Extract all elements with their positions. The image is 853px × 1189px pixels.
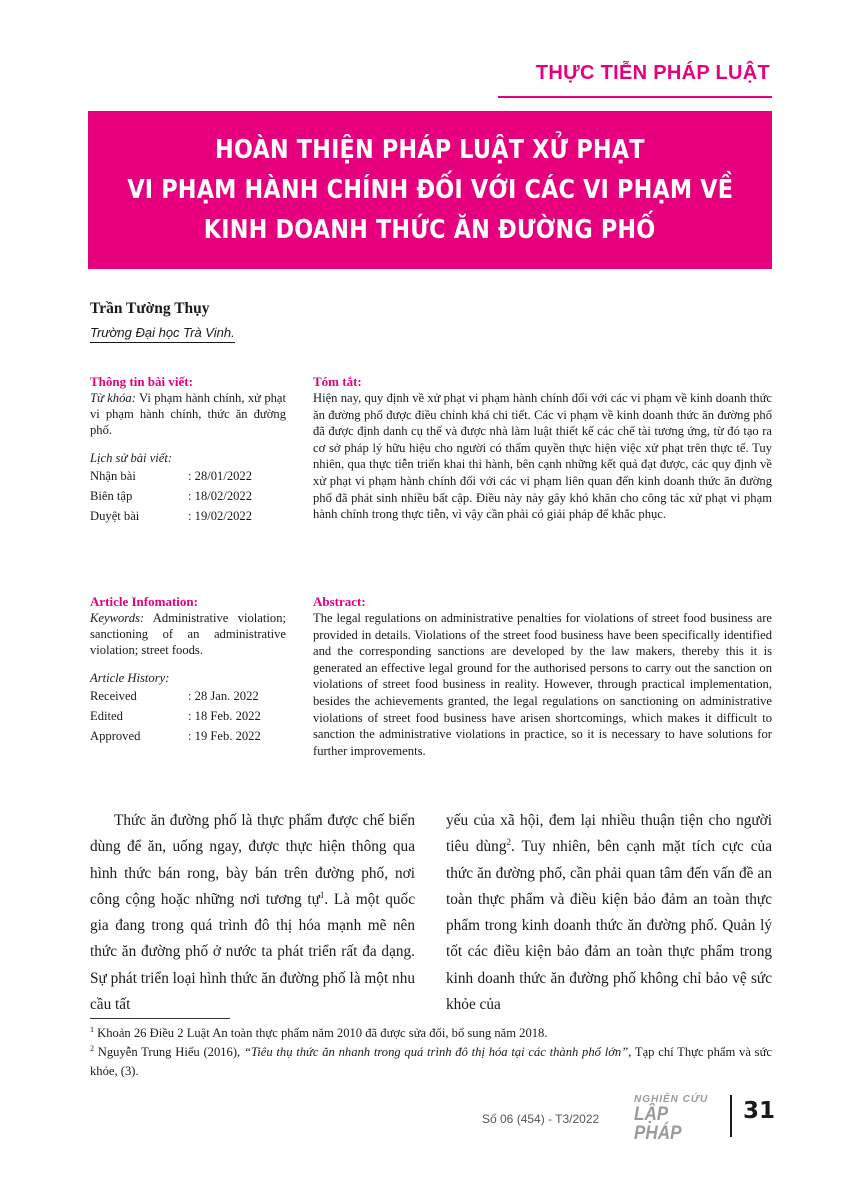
history-en-row bbox=[90, 706, 286, 726]
history-vi-item-label: Duyệt bài bbox=[90, 509, 140, 523]
keywords-en bbox=[90, 610, 286, 658]
history-vi-row bbox=[90, 506, 286, 526]
body-text: . Là một quốc gia đang trong quá trình đô thị hóa mạnh mẽ nên thức ăn đường phố ở nước ta phát triển rất đa dạng. Sự phát triển loại hình thức ăn đường phố là một nhu cầu tất bbox=[90, 890, 415, 1014]
history-en-label: Article History: bbox=[90, 671, 170, 685]
body-column-2 bbox=[446, 808, 772, 1018]
footnote-rule bbox=[90, 1018, 230, 1019]
abstract-vi-heading: Tóm tắt: bbox=[313, 374, 362, 389]
journal-logo bbox=[634, 1095, 724, 1143]
footnote-2 bbox=[90, 1043, 772, 1081]
title-banner bbox=[88, 111, 772, 269]
keywords-en-label: Keywords: bbox=[90, 611, 145, 625]
section-rule bbox=[498, 96, 772, 98]
page-number-separator bbox=[730, 1095, 732, 1137]
keywords-vi bbox=[90, 390, 286, 438]
history-vi-row bbox=[90, 486, 286, 506]
footnote-text: , Tạp chí Thực phẩm và sức khỏe, (3). bbox=[90, 1045, 772, 1078]
footnote-cited-title: “Tiêu thụ thức ăn nhanh trong quá trình đô thị hóa tại các thành phố lớn” bbox=[243, 1045, 629, 1059]
title-line-1: HOÀN THIỆN PHÁP LUẬT XỬ PHẠT bbox=[215, 135, 645, 165]
title-line-2: VI PHẠM HÀNH CHÍNH ĐỐI VỚI CÁC VI PHẠM VỀ bbox=[127, 175, 733, 205]
history-vi-item-label: Biên tập bbox=[90, 489, 133, 503]
body-column-1 bbox=[90, 808, 415, 1018]
keywords-vi-text: Vi phạm hành chính, xử phạt vi phạm hành chính, thức ăn đường phố. bbox=[90, 391, 286, 437]
journal-logo-line-1: NGHIÊN CỨU bbox=[634, 1094, 709, 1105]
footnote-ref-2[interactable]: 2 bbox=[506, 837, 511, 848]
article-info-vi bbox=[90, 373, 286, 526]
history-vi-item-date: : 28/01/2022 bbox=[188, 469, 253, 483]
abstract-vi-text: Hiện nay, quy định về xử phạt vi phạm hành chính đối với các vi phạm về kinh doanh thức ăn đường phố được điều chỉnh khá chi tiết. Các vi phạm về kinh doanh thức ăn đường phố đã được định danh cụ thể và được nhà làm luật thiết kế các chế tài tương ứng, từ đó tạo ra cơ sở pháp lý hữu hiệu cho người có thẩm quyền thực hiện việc xử phạt trên thực tế. Tuy nhiên, qua thực tiễn triển khai thi hành, bên cạnh những kết quả đạt được, các quy định về xử phạt vi phạm hành chính đối với các vi phạm liên quan đến kinh doanh thức ăn đường phố đã phát sinh nhiều bất cập. Điều này này gây khó khăn cho công tác xử phạt vi phạm hành chính trong thực tiễn, vì vậy cần phải có giải pháp để khắc phục. bbox=[313, 391, 772, 522]
title-line-3: KINH DOANH THỨC ĂN ĐƯỜNG PHỐ bbox=[204, 215, 656, 245]
history-vi-item-date: : 19/02/2022 bbox=[188, 509, 253, 523]
history-vi-label: Lịch sử bài viết: bbox=[90, 451, 173, 465]
issue-info: Số 06 (454) - T3/2022 bbox=[482, 1112, 600, 1126]
footnote-number: 2 bbox=[90, 1043, 94, 1053]
section-label: THỰC TIỄN PHÁP LUẬT bbox=[535, 62, 770, 84]
history-vi-item-label: Nhận bài bbox=[90, 469, 136, 483]
history-en-item-label: Edited bbox=[90, 709, 123, 723]
abstract-en-text: The legal regulations on administrative penalties for violations of street food business are provided in details. Violations of the street food business have been specifically identified and the corresponding sanctions are developed by the law makers, thereby this it is generated an effective legal ground for the authorised persons to carry out the sanction on violations of street food business in reality. However, through practical implementation, besides the achievements granted, the legal regulations on sanctioning on administrative violations of street food business have arisen shortcomings, which makes it difficult to sanction the administrative violations in practice, so it is necessary to have solutions for further improvements. bbox=[313, 611, 772, 758]
article-info-en bbox=[90, 593, 286, 746]
author-name: Trần Tường Thụy bbox=[90, 300, 210, 317]
abstract-en bbox=[313, 593, 772, 759]
footnotes bbox=[90, 1024, 772, 1081]
footnote-1 bbox=[90, 1024, 772, 1043]
abstract-vi bbox=[313, 373, 772, 523]
history-en-row bbox=[90, 686, 286, 706]
keywords-en-text: Administrative violation; sanctioning of an administrative violation; street foods. bbox=[90, 611, 286, 657]
history-en-row bbox=[90, 726, 286, 746]
history-vi-row bbox=[90, 466, 286, 486]
history-en-item-date: : 18 Feb. 2022 bbox=[188, 709, 261, 723]
body-text: yếu của xã hội, đem lại nhiều thuận tiện cho người tiêu dùng bbox=[446, 812, 772, 856]
history-vi-item-date: : 18/02/2022 bbox=[188, 489, 253, 503]
page-number: 31 bbox=[743, 1098, 776, 1124]
footnote-text: Nguyễn Trung Hiếu (2016), bbox=[94, 1045, 244, 1059]
keywords-vi-label: Từ khóa: bbox=[90, 391, 136, 405]
body-text: Thức ăn đường phố là thực phẩm được chế biến dùng để ăn, uống ngay, được thực hiện thông qua hình thức bán rong, bày bán trên đường phố, nơi công cộng hoặc những nơi tương tự bbox=[90, 812, 415, 908]
history-en-item-date: : 19 Feb. 2022 bbox=[188, 729, 261, 743]
footnote-ref-1[interactable]: 1 bbox=[319, 889, 325, 900]
history-en-item-label: Approved bbox=[90, 729, 141, 743]
history-en-item-date: : 28 Jan. 2022 bbox=[188, 689, 259, 703]
abstract-en-heading: Abstract: bbox=[313, 594, 366, 609]
journal-logo-line-2: LẬP PHÁP bbox=[634, 1104, 682, 1144]
body-text: . Tuy nhiên, bên cạnh mặt tích cực của thức ăn đường phố, cần phải quan tâm đến vấn đề an toàn thực phẩm và điều kiện bảo đảm an toàn thực phẩm trong kinh doanh thức ăn đường phố. Quản lý tốt các điều kiện bảo đảm an toàn thực phẩm trong kinh doanh thức ăn đường phố không chỉ bảo vệ sức khỏe của bbox=[446, 838, 772, 1014]
article-info-en-heading: Article Infomation: bbox=[90, 594, 198, 609]
footnote-text: Khoản 26 Điều 2 Luật An toàn thực phẩm năm 2010 đã được sửa đổi, bổ sung năm 2018. bbox=[94, 1026, 548, 1040]
author-affiliation: Trường Đại học Trà Vinh. bbox=[90, 325, 235, 343]
history-en-item-label: Received bbox=[90, 689, 137, 703]
article-info-vi-heading: Thông tin bài viết: bbox=[90, 374, 193, 389]
footnote-number: 1 bbox=[90, 1024, 94, 1034]
